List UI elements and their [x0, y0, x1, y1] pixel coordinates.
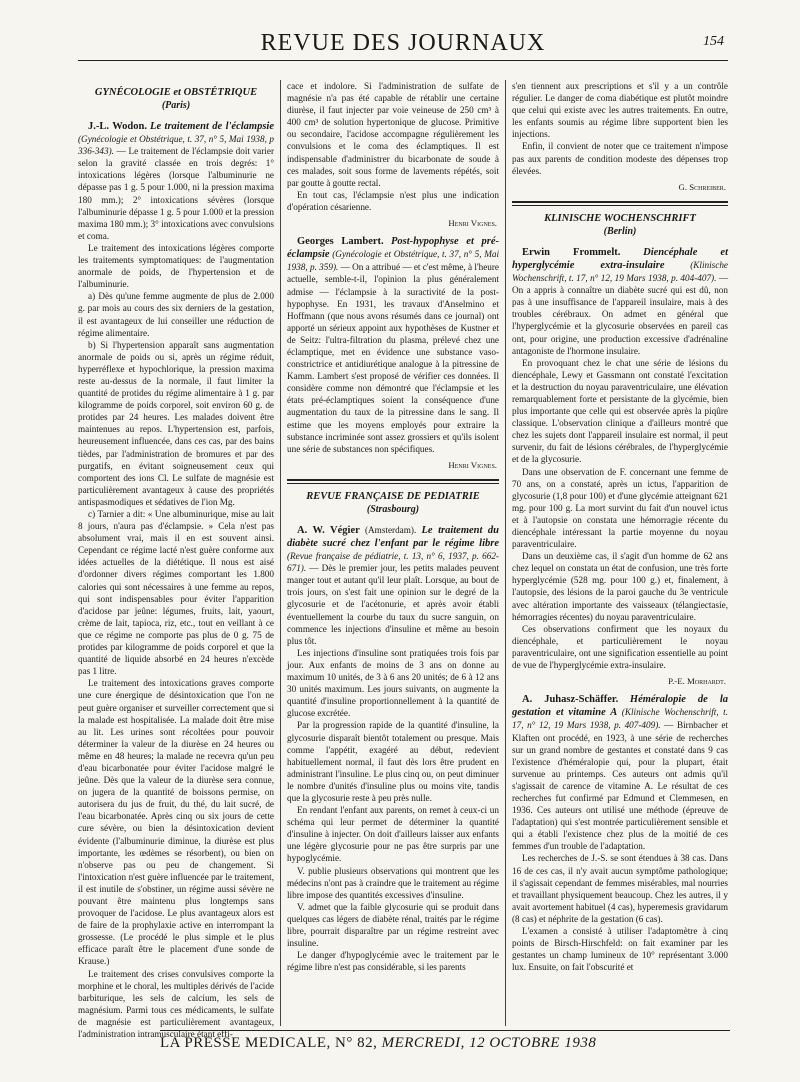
article-text: — Birnbacher et Klaften ont procédé, en 1923, à une série de recherches sur un grand nombre de gestantes et constaté dans 9 cas l'existence d'héméralopie qui, pour la plupart, était survenue au printemps. Ces auteurs ont admis qu'il s'agissait de carence de vitamine A. Le résultat de ces recherches fut confirmé par Edmund et Clemmesen, en 1936. Ces auteurs ont utilisé une méthode (épreuve de l'adaptation) qui s'est montrée particulièrement sensible et qui a établi l'existence chez plus de la moitié de ces femmes d'un trouble de l'adaptation.: [512, 720, 729, 852]
section-title: REVUE FRANÇAISE DE PEDIATRIE: [306, 490, 480, 502]
article-header: [287, 235, 499, 455]
paragraph: En rendant l'enfant aux parents, on remet à ceux-ci un schéma qui leur permet de déterminer la quantité d'insuline à injecter. On doit d'ailleurs laisser aux enfants une légère glycosurie pour ne pas être surpris par une hypoglycémie.: [287, 805, 499, 864]
paragraph: Le traitement des crises convulsives comporte la morphine et le choral, les multiples dérivés de l'acide barbiturique, les sels de calcium, les sels de magnésium. Parmi tous ces médicaments, le sulfate de magnésie est particulièrement avantageux, l'administration intramusculaire étant effi-: [78, 968, 274, 1040]
footer-day: MERCREDI,: [381, 1035, 465, 1051]
paragraph: s'en tiennent aux prescriptions et s'il y a un contrôle régulier. Le danger de coma diabétique est plutôt moindre que celui qui existe avec les autres traitements. En outre, les enfants soumis au régime libre supportent bien les injections.: [512, 81, 728, 140]
article-header: [287, 524, 499, 647]
paragraph: Le traitement des intoxications légères comporte les traitements symptomatiques: de l'augmentation anormale de poids, de l'hypertension et de l'albuminurie.: [78, 242, 274, 290]
article-author: A. Juhasz-Schäffer.: [522, 694, 619, 706]
paragraph: V. publie plusieurs observations qui montrent que les médecins n'ont pas à craindre que le traitement au régime libre impose des quantités excessives d'insuline.: [287, 865, 499, 900]
article-signature: G. Schreiber.: [678, 181, 726, 192]
paragraph: En provoquant chez le chat une série de lésions du diencéphale, Lewy et Gassmann ont constaté l'excitation et la destruction du noyau paraventriculaire, une élévation remarquablement forte et persistante de la glycémie, bien plus importante que celle qui est observée après la piqûre classique. L'observation clinique a d'ailleurs montré que chez les sujets dont l'appareil insulaire est normal, il peut survenir, du fait de lésions cérébrales, de l'hyperglycémie et de la glycosurie.: [512, 357, 728, 465]
article-title: Héméralopie de la gestation et vitamine A: [512, 694, 728, 719]
section-separator: [512, 201, 728, 206]
article-author: A. W. Végier: [297, 524, 360, 536]
article-text: — Le traitement de l'éclampsie doit varier selon la gravité classée en trois degrés: 1° intoxications légères (lorsque l'albuminurie ne dépasse pas 1 g. 5 pour 1.000, ni la pression maxima 180 mm.); 2° intoxications sévères (lorsque l'albuminurie dépasse 1 g. 5 pour 1.000 et la pression maxima 180 mm.); 3° intoxications avec convulsions et coma.: [78, 146, 274, 241]
paragraph: Par la progression rapide de la quantité d'insuline, la glycosurie disparaît bientôt totalement ou presque. Mais comme l'appétit, exagéré au début, redevient habituellement normal, il faut dès lors être prudent en administrant l'insuline. Le plus cinq ou, on peut diminuer le nombre d'unités d'insuline plus ou moins vite, tandis que la glycosurie reste à peu près nulle.: [287, 720, 499, 803]
article-reference: (Klinische Wochenschrift, t. 17, n° 12, 19 Mars 1938, p. 404-407).: [512, 259, 728, 284]
article-text: — On a appris à connaître un diabète sucré qui est dû, non pas à une insuffisance de l'appareil insulaire, mais à des troubles cérébraux. On admet en général que l'hyperglycémie et la glycosurie observées en pareil cas ont, pour origine, une production excessive d'adrénaline antagoniste de l'hormone insulaire.: [512, 273, 728, 356]
footer-journal: LA PRESSE MEDICALE, N° 82,: [160, 1035, 378, 1051]
article-title: Le traitement de l'éclampsie: [150, 121, 274, 132]
paragraph: Le traitement des intoxications graves comporte une cure énergique de désintoxication que l'on ne peut guère organiser et surveiller correctement que si la malade est hospitalisée. La malade doit être mise au lit. Les urines sont récoltées pour pouvoir déterminer la valeur de la diurèse en 24 heures ou même en 48 heures; la malade ne recevra qu'un peu d'eau bicarbonatée pour éviter l'acidose malgré le jeûne. Dès que la valeur de la diurèse sera connue, on jugera de la quantité de boissons permise, on autorisera du jus de fruit, du thé, du lait sucré, de l'eau bicarbonatée. Après cinq ou six jours de cette cure sévère, ou bien la désintoxication devient évidente (l'albuminurie diminue, la diurèse est plus importante, les œdèmes se résorbent), ou bien on n'observe pas ou peu de changement. Si l'intoxication n'est guère influencée par le traitement, il est inutile de s'obstiner, un régime aussi sévère ne pouvant être maintenu plus longtemps sans provoquer de l'acidose. Le plus avantageux alors est de faire de la prophylaxie active en interrompant la grossesse. (Le procédé le plus simple et le plus efficace paraît être le placement d'une sonde de Krause.): [78, 678, 274, 967]
article-reference: (Revue française de pédiatrie, t. 13, n° 6, 1937, p. 662-671).: [287, 551, 499, 574]
paragraph: En tout cas, l'éclampsie n'est plus une indication d'opération césarienne.: [287, 189, 499, 212]
article-text: — On a attribué — et c'est même, à l'heure actuelle, semble-t-il, l'opinion la plus généralement admise — l'éclampsie à la suractivité de la post-hypophyse. En 1931, les travaux d'Anselmino et Hoffmann (que nous avons résumés dans ce journal) ont apporté un sérieux appoint aux hypothèses de Kustner et de Seitz: l'ultra-filtration du plasma, prélevé chez une éclamptique, met en évidence une substance vaso-constrictrice et antidiurétique analogue à la pitressine de Kamm. Lambert s'est proposé de vérifier ces données. Il considère comme non démontré que l'éclampsie et les états pré-éclamptiques soient la conséquence d'une augmentation du taux de la pitressine dans le sang. Il estime que les moyens employés pour extraire la substance incriminée sont assez grossiers et qu'ils isolent une série de substances non spécifiques.: [287, 262, 500, 454]
column-divider: [280, 80, 281, 1026]
paragraph: a) Dès qu'une femme augmente de plus de 2.000 g. par mois au cours des six derniers de la gestation, il est avantageux de lui conseiller une réduction de régime alimentaire.: [78, 291, 274, 338]
page-header: [78, 28, 728, 61]
article-reference: (Gynécologie et Obstétrique, t. 37, n° 5, Mai 1938, p. 359).: [287, 249, 499, 273]
footer-date: 12 OCTOBRE 1938: [469, 1035, 597, 1051]
paragraph: b) Si l'hypertension apparaît sans augmentation anormale de poids ou si, après un régime réduit, hyperréflexe et hypochlorique, la pression maxima reste au-dessus de la normale, il faut limiter la quantité de protides du régime alimentaire à 1 g. par kilogramme de poids corporel, soit environ 60 g. de protides par 24 heures. Les malades doivent être maintenues au repos. L'hypertension est, parfois, heureusement influencée, dans ces cas, par des bains tièdes, par l'administration de bromures et par des purgatifs, en évitant soigneusement ceux qui comportent des ions Cl. Le sulfate de magnésie est particulièrement avantageux à cause des propriétés antispasmodiques et sédatives de l'ion Mg.: [78, 339, 274, 507]
article-author-location: (Amsterdam).: [364, 524, 417, 535]
page-number: 154: [703, 34, 724, 49]
paragraph: Les recherches de J.-S. se sont étendues à 38 cas. Dans 16 de ces cas, il n'y avait aucun symptôme pathologique; il s'agissait cependant de femmes misérables, mal nourries et travaillant physiquement beaucoup. Chez les autres, il y avait avortement habituel (4 cas), hyperemesis gravidarum (8 cas) et néphrite de la gestation (6 cas).: [512, 853, 728, 924]
article-header: [512, 246, 728, 357]
section-subtitle: (Strasbourg): [366, 503, 420, 515]
paragraph: Les injections d'insuline sont pratiquées trois fois par jour. Aux enfants de moins de 3 ans on donne au maximum 10 unités, de 3 à 6 ans 20 unités; de 6 à 12 ans 30 unités maximum. Les jours suivants, on augmente la quantité d'insuline proportionnellement à la quantité de glucose excrétée.: [287, 647, 499, 719]
article-signature: Henri Vignes.: [448, 218, 497, 229]
article-author: Erwin Frommelt.: [522, 246, 621, 258]
paragraph: Dans un deuxième cas, il s'agit d'un homme de 62 ans chez lequel on constata un état de confusion, une très forte hyperglycémie (528 mg. pour 100 g.) et, finalement, à l'autopsie, des lésions de la paroi gauche du 3e ventricule avec altération importante des vaisseaux (télangiectasie, hémorragies récentes) du noyau paraventriculaire.: [512, 551, 728, 622]
footer-text: [160, 1035, 730, 1052]
section-subtitle: (Berlin): [603, 225, 637, 237]
paragraph: Le danger d'hypoglycémie avec le traitement par le régime libre n'est pas considérable, si les parents: [287, 950, 499, 973]
column-right: [512, 80, 728, 1030]
article-signature: P.-E. Morhardt.: [668, 676, 726, 687]
paragraph: Ces observations confirment que les noyaux du diencéphale, et particulièrement le noyau paraventriculaire, ont une signification essentielle au point de vue de l'hyperglycémie extra-insulaire.: [512, 623, 728, 671]
paragraph: Dans une observation de F. concernant une femme de 70 ans, on a constaté, après un ictus, l'apparition de glycosurie (1,8 pour 100) et d'une glycémie atteignant 621 mg. pour 100 g. La mort survint du fait d'un nouvel ictus et à l'autopsie on constata une hémorragie récente du diencéphale intéressant la partie moyenne du noyau paraventriculaire.: [512, 466, 728, 550]
article-reference: (Gynécologie et Obstétrique, t. 37, n° 5, Mai 1938, p 336-343).: [78, 134, 274, 157]
paragraph: L'examen a consisté à utiliser l'adaptomètre à cinq points de Birsch-Hirschfeld: on fait examiner par les gestantes un champ lumineux de 10° représentant 3.000 lux. Ensuite, on fait l'obscurité et: [512, 926, 728, 973]
paragraph: Enfin, il convient de noter que ce traitement n'impose pas aux parents de condition modeste des dépenses trop élevées.: [512, 141, 728, 176]
article-reference: (Klinische Wochenschrift, t. 17, n° 12, 19 Mars 1938, p. 407-409).: [512, 707, 729, 731]
paragraph: V. admet que la faible glycosurie qui se produit dans quelques cas légers de diabète rénal, traités par le régime libre, pourrait disparaître par un régime restreint avec insuline.: [287, 901, 499, 949]
article-header: [78, 120, 274, 242]
section-title: KLINISCHE WOCHENSCHRIFT: [544, 212, 696, 224]
article-title: Le traitement du diabète sucré chez l'enfant par le régime libre: [287, 524, 500, 549]
article-author: J.-L. Wodon.: [88, 121, 147, 132]
section-separator: [287, 479, 499, 484]
column-left: [78, 80, 274, 1040]
page-title: REVUE DES JOURNAUX: [260, 30, 546, 56]
article-text: — Dès le premier jour, les petits malades peuvent manger tout et autant qu'il leur plaît. Lorsque, au bout de trois jours, on s'est fait une opinion sur le degré de la glycosurie et de l'acétonurie, et après avoir établi éventuellement la courbe du taux du sucre sanguin, on commence les injections d'insuline et même au besoin plus tôt.: [287, 563, 500, 646]
article-header: [512, 693, 728, 852]
paragraph: c) Tarnier a dit: « Une albuminurique, mise au lait 8 jours, n'aura pas d'éclampsie. » Cela n'est pas absolument vrai, mais il en est souvent ainsi. Cependant ce régime lacté n'est guère conforme aux idées actuelles de la diététique. Il nous est aisé d'ordonner divers régimes comportant les 1.800 calories qui sont nécessaires à une femme au repos, qui sont indispensables pour éviter l'apparition d'acidose par jeûne: légumes, fruits, lait, yaourt, crème de lait, tapioca, riz, etc., tout en veillant à ce que ce régime ne comporte pas plus de 0 g. 75 de protides par kilogramme de poids corporel et que la quantité de liquide absorbé en 24 heures n'excède pas 1 litre.: [78, 509, 274, 677]
article-author: Georges Lambert.: [297, 236, 384, 248]
paragraph: cace et indolore. Si l'administration de sulfate de magnésie n'a pas été capable de rétablir une certaine diurèse, il faut injecter par voie veineuse de 250 cm³ à 400 cm³ de solution hypertonique de glucose. Primitive ou secondaire, l'acidose accompagne régulièrement les convulsions et le coma des éclamptiques. Il est indispensable d'administrer du bicarbonate de soude à ces malades, soit sous forme de lavements répétés, soit par goutte à goutte rectal.: [287, 81, 499, 188]
column-middle: [287, 80, 499, 1030]
article-signature: Henri Vignes.: [448, 459, 497, 470]
article-title: Post-hypophyse et pré-éclampsie: [287, 236, 499, 261]
section-title: GYNÉCOLOGIE et OBSTÉTRIQUE: [94, 87, 258, 98]
column-divider: [505, 80, 506, 1026]
article-title: Diencéphale et hyperglycémie extra-insulaire: [512, 246, 728, 271]
section-subtitle: (Paris): [161, 100, 191, 111]
page-footer: [160, 1030, 730, 1059]
